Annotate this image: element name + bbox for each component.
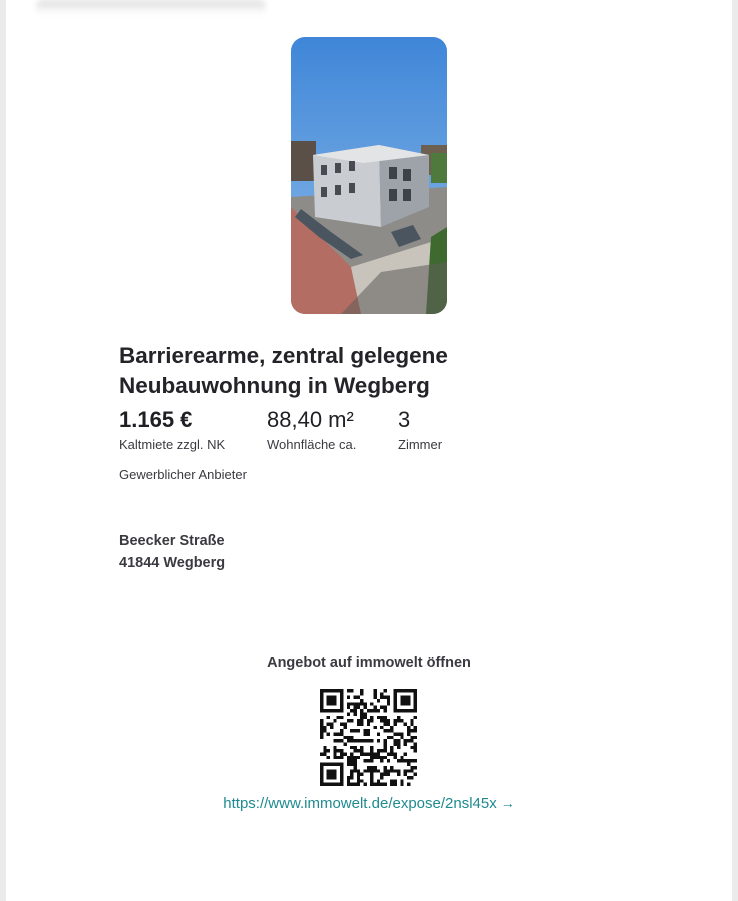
arrow-right-icon: →: [500, 795, 515, 811]
expose-link[interactable]: [6, 795, 732, 812]
address-city: 41844 Wegberg: [119, 555, 226, 571]
rooms-label: Zimmer: [398, 437, 443, 452]
listing-title: [119, 341, 539, 401]
address-street: Beecker Straße: [119, 533, 225, 549]
expose-page: [6, 0, 732, 901]
price-label: Kaltmiete zzgl. NK: [119, 437, 226, 452]
fact-rooms: [398, 405, 442, 454]
address: [119, 530, 225, 574]
area-label: Wohnfläche ca.: [267, 437, 357, 452]
open-offer-heading: Angebot auf immowelt öffnen: [267, 655, 471, 671]
qr-code-icon: [320, 689, 417, 786]
fact-price: [119, 405, 225, 454]
fact-area: [267, 405, 356, 454]
listing-title-line-2: Neubauwohnung in Wegberg: [119, 373, 430, 398]
expose-url[interactable]: https://www.immowelt.de/expose/2nsl45x: [223, 795, 497, 812]
listing-title-line-1: Barrierearme, zentral gelegene: [119, 343, 448, 368]
blurred-header-remnant: [36, 0, 266, 14]
area-value: 88,40 m²: [267, 407, 354, 432]
rooms-value: 3: [398, 407, 411, 432]
building-photo-icon: [291, 37, 447, 314]
qr-code: [320, 689, 417, 786]
provider-type: Gewerblicher Anbieter: [119, 467, 247, 482]
price-value: 1.165 €: [119, 407, 193, 432]
listing-photo: [291, 37, 447, 314]
